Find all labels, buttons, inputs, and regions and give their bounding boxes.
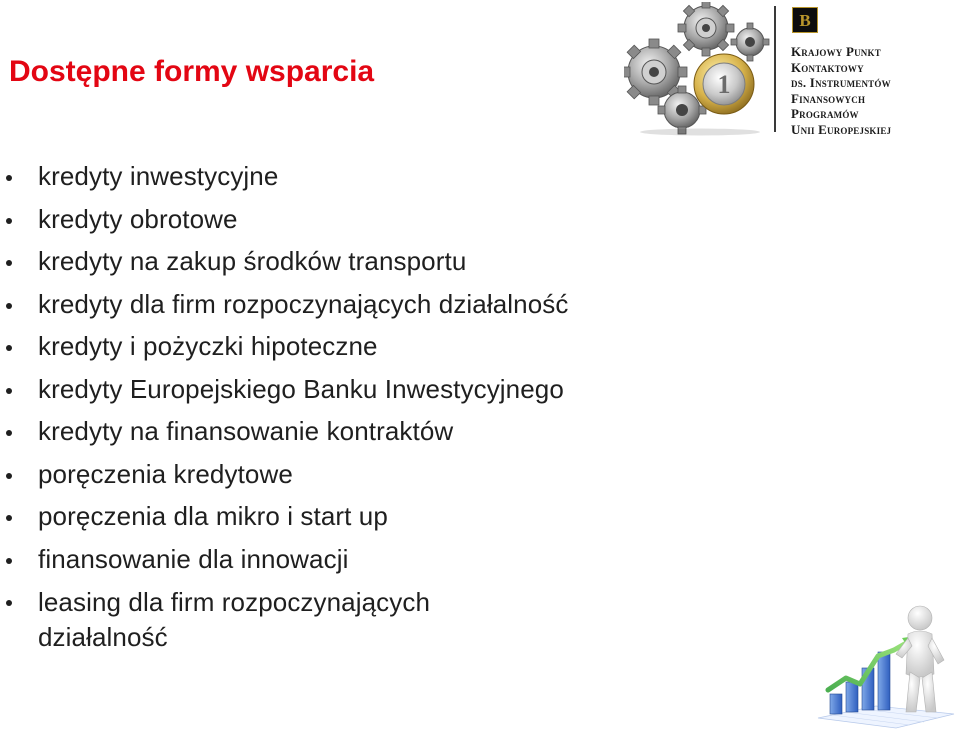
list-item: kredyty na zakup środków transportu: [0, 245, 760, 278]
bullet-icon: [6, 473, 12, 479]
bullet-icon: [6, 260, 12, 266]
logo-divider: [774, 6, 776, 132]
list-item: kredyty obrotowe: [0, 203, 760, 236]
bullet-icon: [6, 388, 12, 394]
bullet-icon: [6, 515, 12, 521]
logo-letter-icon: [793, 8, 817, 32]
list-item: kredyty na finansowanie kontraktów: [0, 415, 760, 448]
bullet-icon: [6, 558, 12, 564]
logo-line: Finansowych: [791, 90, 866, 106]
svg-text:B: B: [799, 11, 811, 30]
logo-line: Unii Europejskiej: [791, 121, 892, 137]
list-item: finansowanie dla innowacji: [0, 543, 760, 576]
bullet-icon: [6, 345, 12, 351]
list-item: poręczenia dla mikro i start up: [0, 500, 760, 533]
gears-euro-icon: [624, 2, 770, 136]
logo-line: Kontaktowy: [791, 59, 864, 75]
bullet-icon: [6, 303, 12, 309]
bullet-icon: [6, 600, 12, 606]
logo-line: Programów: [791, 106, 859, 122]
list-item: kredyty inwestycyjne: [0, 160, 760, 193]
page-title: Dostępne formy wsparcia: [9, 55, 375, 88]
list-item: kredyty i pożyczki hipoteczne: [0, 330, 760, 363]
logo-line: Krajowy Punkt: [791, 44, 881, 59]
bullet-icon: [6, 175, 12, 181]
logo-line: ds. Instrumentów: [791, 75, 891, 91]
list-item: leasing dla firm rozpoczynających działalność: [0, 585, 760, 655]
kpk-logo-text: [791, 44, 956, 138]
svg-text:1: 1: [717, 70, 731, 99]
list-item: kredyty dla firm rozpoczynających działalność: [0, 288, 760, 321]
support-forms-list: [0, 160, 760, 665]
bullet-icon: [6, 430, 12, 436]
person-growth-chart-icon: [816, 600, 956, 730]
kpk-logo-badge: [792, 7, 818, 33]
list-item: poręczenia kredytowe: [0, 458, 760, 491]
bullet-icon: [6, 218, 12, 224]
list-item: kredyty Europejskiego Banku Inwestycyjnego: [0, 373, 760, 406]
